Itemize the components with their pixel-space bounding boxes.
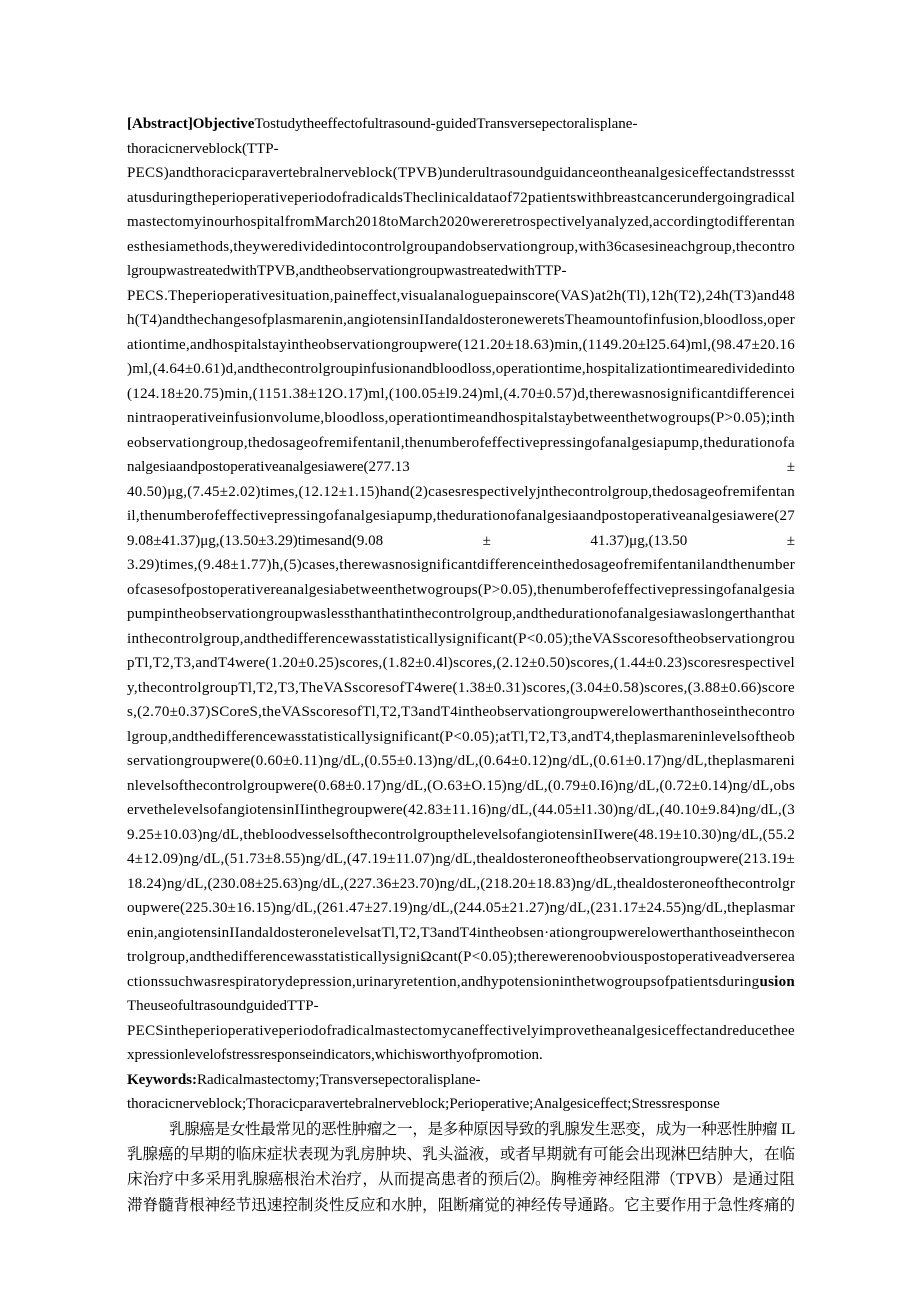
abstract-line <box>127 798 795 823</box>
line-content <box>127 925 795 941</box>
text-segment: ationtime,andhospitalstayintheobservationgroupwere(121.20±18.63)min,(1149.20±l25.64)ml,(98.47±20.16 <box>127 336 796 353</box>
abstract-line <box>127 774 795 799</box>
keywords-paragraph <box>127 1068 795 1117</box>
bold-text-segment: Keywords: <box>127 1071 197 1088</box>
line-content <box>127 631 795 647</box>
line-content <box>127 680 795 696</box>
keywords-line <box>127 1068 795 1093</box>
line-content <box>127 827 795 843</box>
line-content <box>127 949 795 965</box>
text-segment: 9.25±10.03)ng/dL,thebloodvesselsofthecontrolgroupthelevelsofangiotensinIIwere(48.19±10.30)ng/dL,(55.2 <box>127 826 795 843</box>
abstract-line <box>127 382 795 407</box>
line-content <box>169 1121 795 1138</box>
line-content <box>127 802 795 818</box>
abstract-line <box>127 700 795 725</box>
text-segment: 4±12.09)ng/dL,(51.73±8.55)ng/dL,(47.19±11.07)ng/dL,thealdosteroneoftheobservationgroupwere(213.19± <box>127 851 795 867</box>
text-segment: thoracicnerveblock(TTP- <box>127 140 279 157</box>
text-segment: 9.08±41.37)μg,(13.50±3.29)timesand(9.08 <box>127 532 384 549</box>
text-segment: 41.37)μg,(13.50 <box>590 532 688 549</box>
abstract-line <box>127 357 795 382</box>
text-segment: PECS.Theperioperativesituation,paineffect,visualanaloguepainscore(VAS)at2h(Tl),12h(T2),24h(T3)and48 <box>127 287 796 304</box>
abstract-line <box>127 210 795 235</box>
text-segment: servationgroupwere(0.60±0.11)ng/dL,(0.55±0.13)ng/dL,(0.64±0.12)ng/dL,(0.61±0.17)ng/dL,theplasmareni <box>127 753 795 769</box>
abstract-line <box>127 112 795 137</box>
line-content <box>127 729 795 745</box>
text-segment: trolgroup,andthedifferencewasstatisticallysigniΩcant(P<0.05);therewerenoobviouspostoperativeadverserea <box>127 949 796 965</box>
text-segment: ± <box>482 532 491 549</box>
text-segment: lgroup,andthedifferencewasstatisticallysignificant(P<0.05);atTl,T2,T3,andT4,theplasmareninlevelsoftheob <box>127 728 795 745</box>
line-content <box>127 214 795 230</box>
line-content <box>127 655 795 671</box>
abstract-line <box>127 1043 795 1068</box>
text-segment: esthesiamethods,theyweredividedintocontrolgroupandobservationgroup,with36casesineachgroup,thecontro <box>127 238 796 255</box>
text-segment: ± <box>786 459 795 475</box>
text-segment: eobservationgroup,thedosageofremifentanil,thenumberofeffectivepressingofanalgesiapump,thedurationofa <box>127 434 796 451</box>
abstract-line <box>127 896 795 921</box>
text-segment: inthecontrolgroup,andthedifferencewasstatisticallysignificant(P<0.05);theVASscoresoftheobservationgrou <box>127 630 796 647</box>
abstract-line <box>127 455 795 480</box>
text-segment: xpressionlevelofstressresponseindicators,whichisworthyofpromotion. <box>127 1047 543 1063</box>
text-segment: s,(2.70±0.37)SCoreS,theVASscoresofTl,T2,T3andT4intheobservationgroupwerelowerthanthoseinthecontro <box>127 704 796 720</box>
text-segment: nalgesiaandpostoperativeanalgesiawere(277.13 <box>127 459 410 475</box>
abstract-line <box>127 235 795 260</box>
text-segment: (124.18±20.75)min,(1151.38±12O.17)ml,(100.05±l9.24)ml,(4.70±0.57)d,therewasnosignificantdifferencei <box>127 385 795 402</box>
text-segment: PECS)andthoracicparavertebralnerveblock(TPVB)underultrasoundguidanceontheanalgesiceffectandstressst <box>127 165 795 181</box>
abstract-line <box>127 529 795 554</box>
text-segment: 床治疗中多采用乳腺癌根治术治疗，从而提高患者的预后⑵。胸椎旁神经阻滞（TPVB）是通过阻 <box>127 1171 795 1189</box>
abstract-line <box>127 749 795 774</box>
abstract-line <box>127 627 795 652</box>
line-content <box>127 998 319 1014</box>
line-content <box>127 876 795 892</box>
text-segment: lgroupwastreatedwithTPVB,andtheobservationgroupwastreatedwithTTP- <box>127 263 567 279</box>
text-segment: h(T4)andthechangesofplasmarenin,angiotensinIIandaldosteroneweretsTheamountofinfusion,bloodloss,oper <box>127 312 795 328</box>
text-segment: nintraoperativeinfusionvolume,bloodloss,operationtimeandhospitalstaybetweenthetwogroups(P>0.05);inth <box>127 410 795 426</box>
text-segment: 乳腺癌是女性最常见的恶性肿瘤之一，是多种原因导致的乳腺发生恶变，成为一种恶性肿瘤 IL <box>169 1120 795 1138</box>
line-content <box>127 239 795 255</box>
abstract-line <box>127 333 795 358</box>
abstract-line <box>127 847 795 872</box>
abstract-line <box>127 1019 795 1044</box>
line-content <box>127 753 795 769</box>
line-content <box>127 484 795 500</box>
line-content <box>127 508 795 524</box>
line-content <box>127 778 795 794</box>
abstract-line <box>127 676 795 701</box>
abstract-line <box>127 553 795 578</box>
line-content <box>127 288 795 304</box>
abstract-line <box>127 945 795 970</box>
abstract-line <box>127 431 795 456</box>
text-segment: ctionssuchwasrespiratorydepression,urinaryretention,andhypotensioninthetwogroupsofpatientsduring <box>127 973 760 990</box>
text-segment: y,thecontrolgroupTl,T2,T3,TheVASscoresofT4were(1.38±0.31)scores,(3.04±0.58)scores,(3.88±0.66)score <box>127 679 796 696</box>
text-segment: 3.29)times,(9.48±1.77)h,(5)cases,therewasnosignificantdifferenceinthedosageofremifentanilandthenumber <box>127 557 796 573</box>
text-segment: ± <box>786 532 795 549</box>
abstract-line <box>127 994 795 1019</box>
keywords-line <box>127 1092 795 1117</box>
abstract-paragraph <box>127 112 795 1068</box>
line-content <box>127 851 795 867</box>
text-segment: 18.24)ng/dL,(230.08±25.63)ng/dL,(227.36±23.70)ng/dL,(218.20±18.83)ng/dL,thealdosteroneofthecontrolgr <box>127 875 796 892</box>
text-segment: enin,angiotensinIIandaldosteronelevelsatTl,T2,T3andT4intheobsen·ationgroupwerelowerthanthoseinthecon <box>127 924 796 941</box>
abstract-line <box>127 504 795 529</box>
abstract-line <box>127 137 795 162</box>
line-content <box>127 1171 795 1188</box>
abstract-line <box>127 651 795 676</box>
abstract-line <box>127 161 795 186</box>
abstract-line <box>127 921 795 946</box>
text-segment: Tostudytheeffectofultrasound-guidedTransversepectoralisplane- <box>254 116 638 132</box>
abstract-line <box>127 308 795 333</box>
line-content <box>127 1023 795 1039</box>
intro-line <box>127 1117 795 1142</box>
line-content <box>127 1197 795 1214</box>
text-segment: thoracicnerveblock;Thoracicparavertebralnerveblock;Perioperative;Analgesiceffect;Stressresponse <box>127 1096 720 1112</box>
text-segment: Radicalmastectomy;Transversepectoralisplane- <box>197 1071 481 1088</box>
line-content <box>127 190 795 206</box>
abstract-line <box>127 284 795 309</box>
text-segment: )ml,(4.64±0.61)d,andthecontrolgroupinfusionandbloodloss,operationtime,hospitalizationtimearedividedinto <box>127 361 795 377</box>
abstract-line <box>127 186 795 211</box>
text-segment: pTl,T2,T3,andT4were(1.20±0.25)scores,(1.82±0.4l)scores,(2.12±0.50)scores,(1.44±0.23)scoresrespectivel <box>127 655 795 671</box>
line-content <box>127 337 795 353</box>
text-segment: il,thenumberofeffectivepressingofanalgesiapump,thedurationofanalgesiaandpostoperativeanalgesiawere(27 <box>127 508 796 524</box>
text-segment: 40.50)μg,(7.45±2.02)times,(12.12±1.15)hand(2)casesrespectivelyjnthecontrolgroup,thedosageofremifentan <box>127 483 796 500</box>
abstract-line <box>127 823 795 848</box>
text-segment: mastectomyinourhospitalfromMarch2018toMarch2020wereretrospectivelyanalyzed,accordingtodifferentan <box>127 214 796 230</box>
line-content <box>127 361 795 377</box>
abstract-line <box>127 406 795 431</box>
abstract-line <box>127 970 795 995</box>
line-content <box>127 606 795 622</box>
line-content <box>127 1072 481 1088</box>
line-content <box>127 1047 543 1063</box>
line-content <box>127 582 795 598</box>
line-content <box>127 557 795 573</box>
line-content <box>127 263 566 279</box>
text-segment: atusduringtheperioperativeperiodofradicaldsTheclinicaldataof72patientswithbreastcancerundergoingradical <box>127 189 796 206</box>
text-segment: TheuseofultrasoundguidedTTP- <box>127 998 319 1014</box>
line-content <box>127 386 795 402</box>
line-content <box>127 410 795 426</box>
line-content <box>127 116 637 132</box>
abstract-line <box>127 259 795 284</box>
text-segment: 乳腺癌的早期的临床症状表现为乳房肿块、乳头溢液，或者早期就有可能会出现淋巴结肿大，在临 <box>127 1145 796 1163</box>
text-block <box>127 112 795 1218</box>
line-content <box>127 900 795 916</box>
text-segment: 滞脊髓背根神经节迅速控制炎性反应和水肿，阻断痛觉的神经传导通路。它主要作用于急性疼痛的 <box>127 1196 796 1214</box>
text-segment: ervethelevelsofangiotensinIIinthegroupwere(42.83±11.16)ng/dL,(44.05±l1.30)ng/dL,(40.10±9.84)ng/dL,(3 <box>127 802 796 818</box>
line-content <box>127 1146 795 1163</box>
text-segment: PECSintheperioperativeperiodofradicalmastectomycaneffectivelyimprovetheanalgesiceffectandreducethee <box>127 1022 796 1039</box>
abstract-line <box>127 480 795 505</box>
intro-line <box>127 1142 795 1167</box>
text-segment: oupwere(225.30±16.15)ng/dL,(261.47±27.19)ng/dL,(244.05±21.27)ng/dL,(231.17±24.55)ng/dL,theplasmar <box>127 900 795 916</box>
intro-line <box>127 1167 795 1192</box>
intro-line <box>127 1193 795 1218</box>
line-content <box>127 312 795 328</box>
abstract-line <box>127 872 795 897</box>
text-segment: ofcasesofpostoperativereanalgesiabetweenthetwogroups(P>0.05),thenumberofeffectivepressingofanalgesia <box>127 581 795 598</box>
text-segment: nlevelsofthecontrolgroupwere(0.68±0.17)ng/dL,(O.63±O.15)ng/dL,(0.79±0.I6)ng/dL,(0.72±0.14)ng/dL,obs <box>127 777 796 794</box>
line-content <box>127 704 795 720</box>
abstract-line <box>127 602 795 627</box>
bold-text-segment: usion <box>759 973 795 990</box>
bold-text-segment: [Abstract]Objective <box>127 116 255 132</box>
line-content <box>127 435 795 451</box>
text-segment: pumpintheobservationgroupwaslessthanthatinthecontrolgroup,andthedurationofanalgesiawaslongerthanthat <box>127 606 796 622</box>
line-content <box>127 974 795 990</box>
line-content <box>127 141 279 157</box>
abstract-line <box>127 725 795 750</box>
intro-paragraph-cn <box>127 1117 795 1219</box>
line-content <box>127 1096 720 1112</box>
line-content <box>127 165 795 181</box>
abstract-line <box>127 578 795 603</box>
